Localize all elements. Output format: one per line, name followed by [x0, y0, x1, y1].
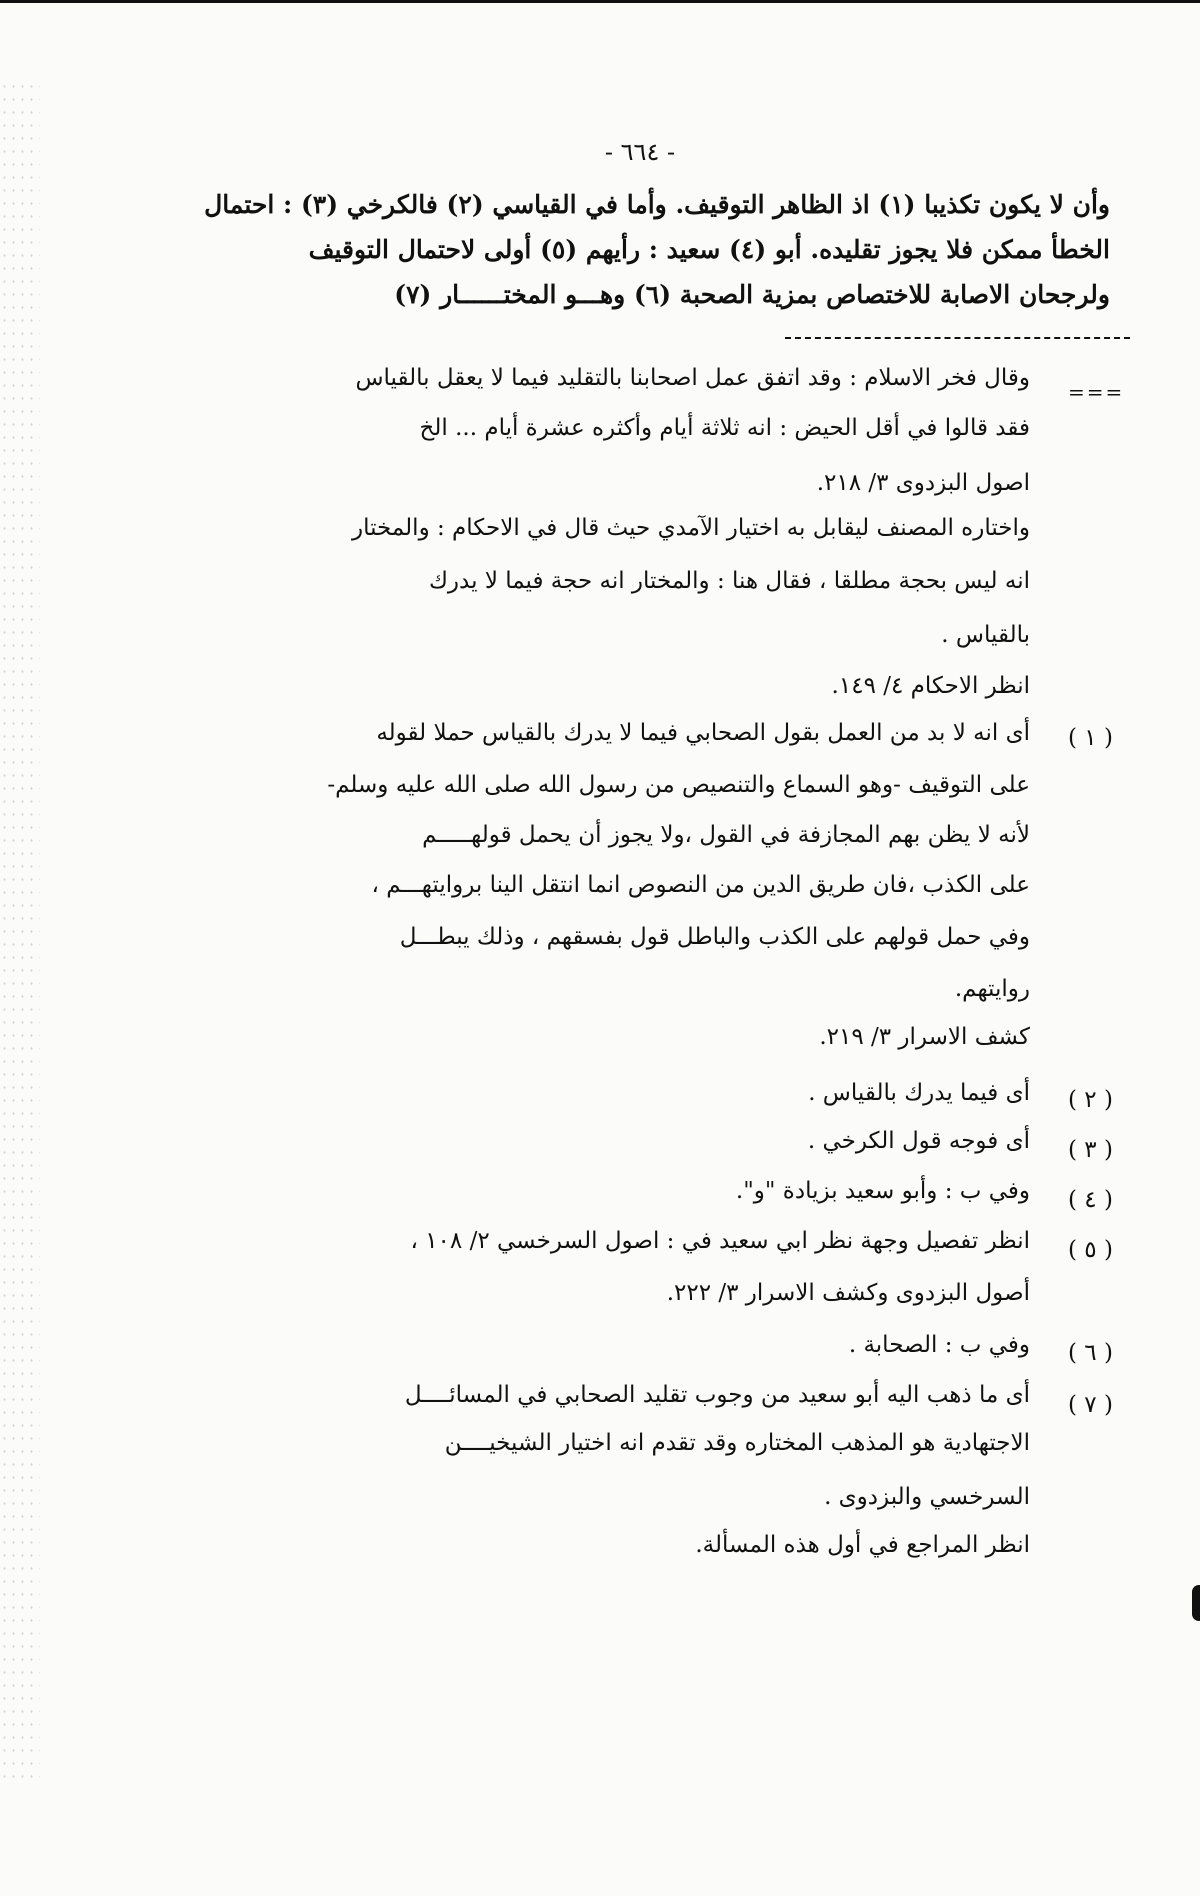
note-line: اصول البزدوى ٣/ ٢١٨.	[816, 470, 1030, 496]
scan-speckle-margin	[0, 80, 40, 1780]
footnote-number: ( ٧ )	[1068, 1392, 1113, 1418]
footnote-line: كشف الاسرار ٣/ ٢١٩.	[819, 1024, 1030, 1050]
footnote-line: وفي ب : وأبو سعيد بزيادة "و".	[735, 1178, 1030, 1204]
footnote-line: أصول البزدوى وكشف الاسرار ٣/ ٢٢٢.	[666, 1280, 1030, 1306]
footnote-line: أى ما ذهب اليه أبو سعيد من وجوب تقليد الصحابي في المسائــــل	[404, 1382, 1030, 1408]
note-line: واختاره المصنف ليقابل به اختيار الآمدي حيث قال في الاحكام : والمختار	[351, 515, 1030, 541]
note-line: وقال فخر الاسلام : وقد اتفق عمل اصحابنا بالتقليد فيما لا يعقل بالقياس	[355, 365, 1030, 391]
footnote-line: أى انه لا بد من العمل بقول الصحابي فيما لا يدرك بالقياس حملا لقوله	[376, 720, 1030, 746]
top-border-line	[0, 0, 1200, 3]
note-marker: ===	[1068, 380, 1125, 404]
footnote-number: ( ٣ )	[1068, 1137, 1113, 1163]
footnote-number: ( ٦ )	[1068, 1340, 1113, 1366]
footnote-line: انظر المراجع في أول هذه المسألة.	[695, 1532, 1030, 1558]
footnote-line: وفي ب : الصحابة .	[848, 1332, 1030, 1358]
footnote-number: ( ١ )	[1068, 725, 1113, 751]
main-text-line: الخطأ ممكن فلا يجوز تقليده. أبو (٤) سعيد : رأيهم (٥) أولى لاحتمال التوقيف	[308, 235, 1110, 264]
note-line: بالقياس .	[941, 622, 1030, 648]
main-text-line: ولرجحان الاصابة للاختصاص بمزية الصحبة (٦) وهـــو المختــــــار (٧)	[394, 280, 1110, 309]
footnote-number: ( ٢ )	[1068, 1087, 1113, 1113]
scan-edge-mark	[1192, 1585, 1200, 1621]
page-number: - ٦٦٤ -	[604, 138, 676, 166]
note-line: انظر الاحكام ٤/ ١٤٩.	[831, 673, 1030, 699]
footnote-line: الاجتهادية هو المذهب المختاره وقد تقدم انه اختيار الشيخيــــن	[444, 1430, 1030, 1456]
note-line: انه ليس بحجة مطلقا ، فقال هنا : والمختار انه حجة فيما لا يدرك	[428, 568, 1030, 594]
footnote-line: أى فوجه قول الكرخي .	[807, 1128, 1030, 1154]
separator-rule	[785, 337, 1130, 339]
main-text-line: وأن لا يكون تكذيبا (١) اذ الظاهر التوقيف. وأما في القياسي (٢) فالكرخي (٣) : احتمال	[204, 190, 1110, 219]
footnote-number: ( ٥ )	[1068, 1237, 1113, 1263]
footnote-line: وفي حمل قولهم على الكذب والباطل قول بفسقهم ، وذلك يبطـــل	[399, 924, 1030, 950]
note-line: فقد قالوا في أقل الحيض : انه ثلاثة أيام وأكثره عشرة أيام ... الخ	[419, 415, 1030, 441]
footnote-line: على الكذب ،فان طريق الدين من النصوص انما انتقل الينا بروايتهـــم ،	[371, 872, 1030, 898]
footnote-line: السرخسي والبزدوى .	[824, 1484, 1030, 1510]
footnote-number: ( ٤ )	[1068, 1187, 1113, 1213]
footnote-line: روايتهم.	[954, 976, 1030, 1002]
footnote-line: انظر تفصيل وجهة نظر ابي سعيد في : اصول السرخسي ٢/ ١٠٨ ،	[410, 1228, 1030, 1254]
footnote-line: أى فيما يدرك بالقياس .	[808, 1080, 1030, 1106]
footnote-line: لأنه لا يظن بهم المجازفة في القول ،ولا يجوز أن يحمل قولهـــــم	[422, 822, 1030, 848]
footnote-line: على التوقيف -وهو السماع والتنصيص من رسول الله صلى الله عليه وسلم-	[327, 772, 1030, 798]
